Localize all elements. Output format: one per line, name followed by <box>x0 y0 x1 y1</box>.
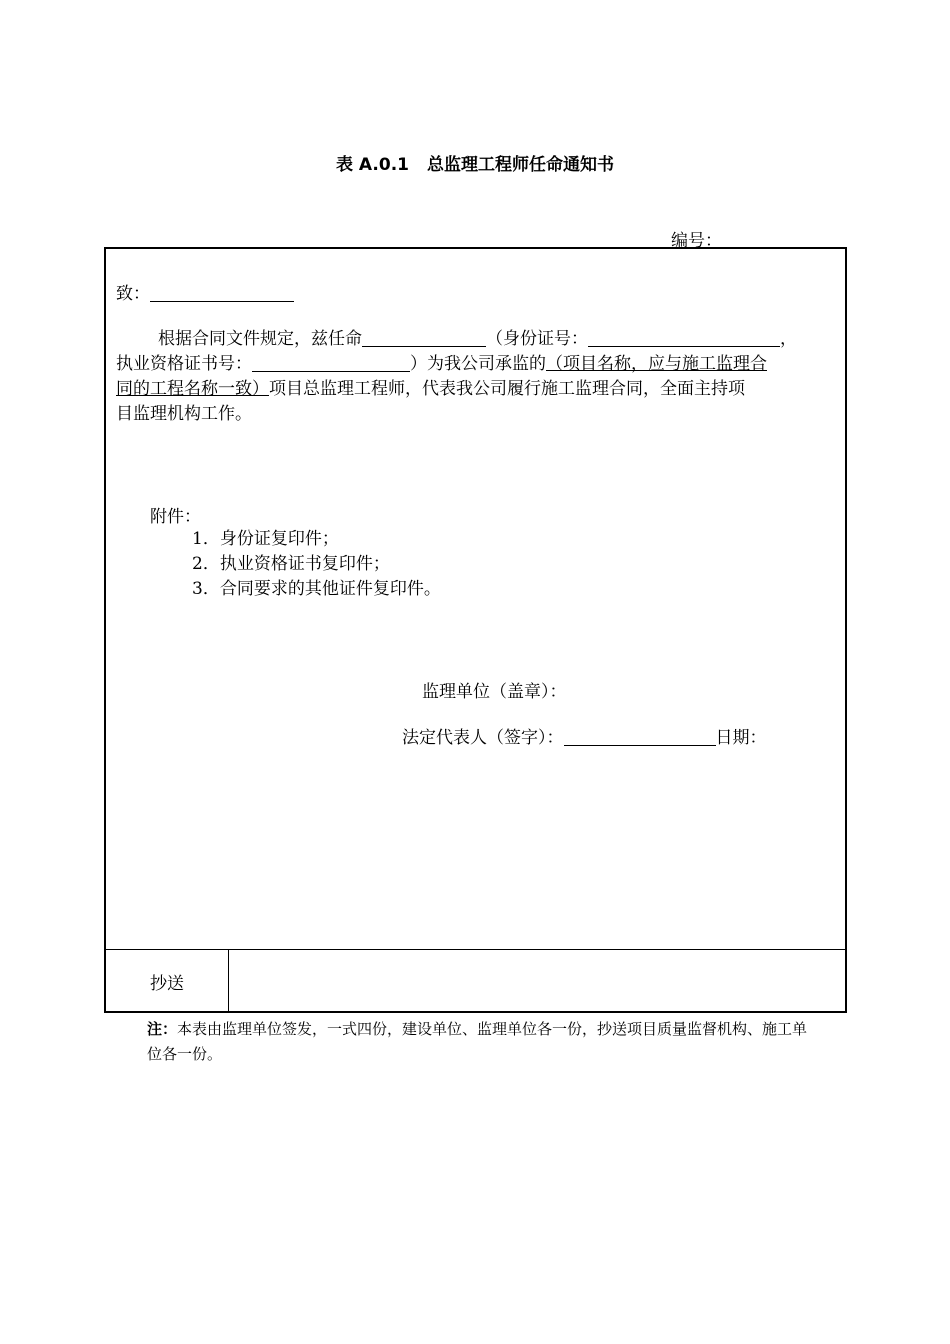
attachment-item: 2．执业资格证书复印件； <box>192 554 390 574</box>
legal-representative-line <box>402 723 767 748</box>
signature-blank[interactable] <box>564 727 716 746</box>
notice-form <box>104 247 847 1013</box>
paragraph-line-2: 执业资格证书号： ）为我公司承监的（项目名称，应与施工监理合 <box>116 354 767 374</box>
attachment-item: 3．合同要求的其他证件复印件。 <box>192 579 441 599</box>
project-name-hint-cont: 同的工程名称一致） <box>116 379 269 399</box>
attachments-title: 附件： <box>150 507 201 527</box>
footnote-text: 本表由监理单位签发，一式四份，建设单位、监理单位各一份，抄送项目质量监督机构、施工单位各一份。 <box>147 1020 808 1063</box>
paragraph-line-4: 目监理机构工作。 <box>116 404 252 424</box>
recipient-blank[interactable] <box>150 283 294 302</box>
legal-representative-label: 法定代表人（签字）： <box>402 728 564 748</box>
footnote <box>147 1017 817 1067</box>
title-name: 总监理工程师任命通知书 <box>426 155 614 175</box>
page-title <box>0 150 950 175</box>
date-label: 日期： <box>715 728 767 748</box>
paragraph-line-3: 同的工程名称一致）项目总监理工程师，代表我公司履行施工监理合同，全面主持项 <box>116 379 745 399</box>
project-name-hint: （项目名称，应与施工监理合 <box>546 354 767 374</box>
title-code: 表 A.0.1 <box>336 155 409 175</box>
appointee-name-blank[interactable] <box>362 328 486 347</box>
document-number-label: 编号： <box>671 231 722 251</box>
recipient-line <box>116 279 294 304</box>
cc-row <box>106 949 845 1012</box>
certificate-number-blank[interactable] <box>252 353 410 372</box>
recipient-label: 致： <box>116 284 150 304</box>
footnote-label: 注： <box>147 1020 178 1038</box>
cc-value-cell[interactable] <box>229 950 845 1012</box>
paragraph-line-1: 根据合同文件规定，兹任命 （身份证号： ， <box>158 329 797 349</box>
appointment-paragraph <box>116 327 840 427</box>
attachment-item: 1．身份证复印件； <box>192 529 339 549</box>
id-number-blank[interactable] <box>588 328 780 347</box>
attachments-list <box>192 527 441 602</box>
cc-label: 抄送 <box>106 950 229 1012</box>
supervisor-seal-label: 监理单位（盖章）： <box>422 682 567 702</box>
